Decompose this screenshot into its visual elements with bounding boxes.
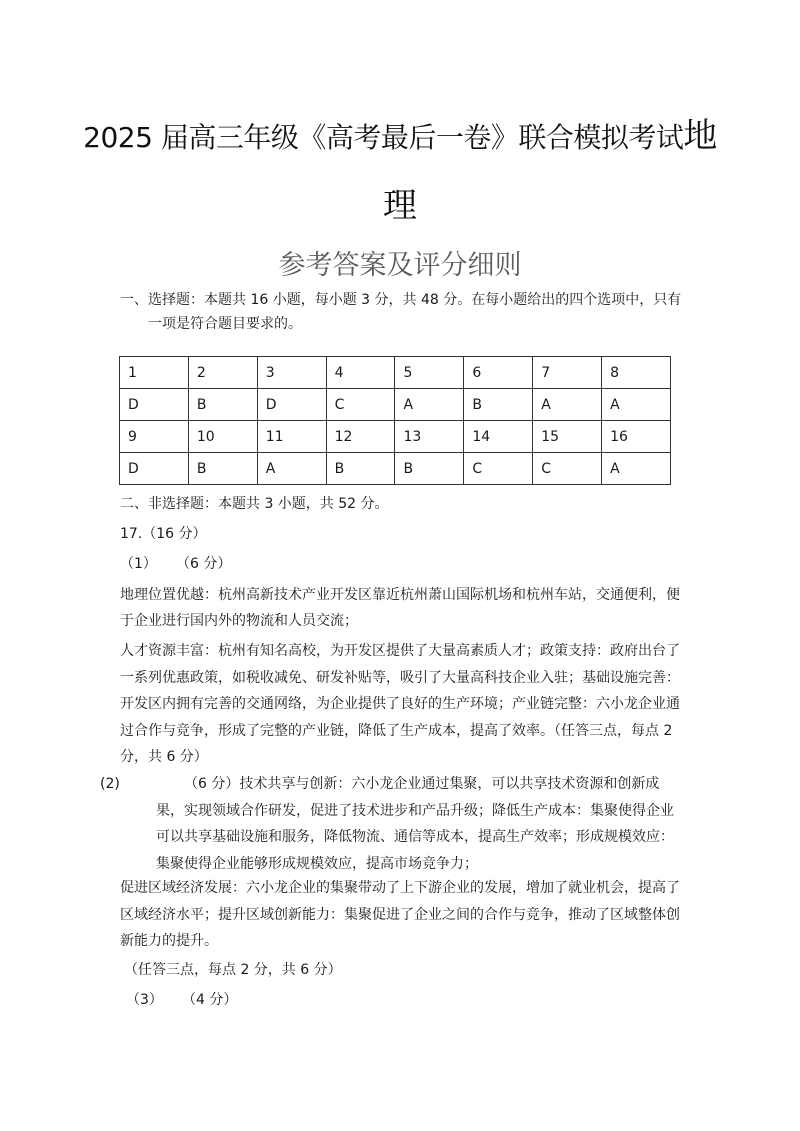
- table-row-answers-2: [120, 453, 671, 485]
- table-cell: 1: [120, 357, 189, 389]
- table-cell: 9: [120, 421, 189, 453]
- table-cell: 8: [602, 357, 671, 389]
- q17-part2-body: [100, 771, 685, 877]
- table-cell: 12: [326, 421, 395, 453]
- q17-part2-score: （6 分）: [184, 776, 240, 792]
- table-cell: D: [257, 389, 326, 421]
- table-cell: 2: [188, 357, 257, 389]
- table-cell: 13: [395, 421, 464, 453]
- table-cell: C: [326, 389, 395, 421]
- q17-part2-number: (2): [100, 776, 120, 792]
- table-cell: D: [120, 453, 189, 485]
- section1-heading-line2: 一项是符合题目要求的。: [148, 316, 302, 332]
- table-cell: D: [120, 389, 189, 421]
- q17-part3-score: （4 分）: [182, 992, 238, 1008]
- table-cell: 14: [464, 421, 533, 453]
- title-tail: 地: [683, 116, 717, 156]
- q17-part1-header: [120, 552, 685, 576]
- q17-part1-answer-para2: 人才资源丰富：杭州有知名高校，为开发区提供了大量高素质人才；政策支持：政府出台了一系列优惠政策，如税收减免、研发补贴等，吸引了大量高科技企业入驻；基础设施完善：开发区内拥有完善的交通网络，为企业提供了良好的生产环境；产业链完整：六小龙企业通过合作与竞争，形成了完整的产业链，降低了生产成本，提高了效率。（任答三点，每点 2 分，共 6 分）: [120, 643, 680, 765]
- q17-part3-number: （3）: [126, 992, 163, 1008]
- table-cell: B: [326, 453, 395, 485]
- table-cell: 6: [464, 357, 533, 389]
- table-cell: A: [602, 453, 671, 485]
- table-cell: A: [395, 389, 464, 421]
- section1-heading: [120, 288, 685, 336]
- title-main: 2025 届高三年级《高考最后一卷》联合模拟考试: [83, 121, 684, 154]
- document-title: [0, 108, 800, 157]
- table-cell: A: [533, 389, 602, 421]
- table-cell: A: [257, 453, 326, 485]
- q17-part2-para1: 技术共享与创新：六小龙企业通过集聚，可以共享技术资源和创新成果，实现领域合作研发，促进了技术进步和产品升级；降低生产成本：集聚使得企业可以共享基础设施和服务，降低物流、通信等成本，提高生产效率；形成规模效应：集聚使得企业能够形成规模效应，提高市场竞争力；: [156, 776, 674, 872]
- q17-part2-answer-para2: 促进区域经济发展：六小龙企业的集聚带动了上下游企业的发展，增加了就业机会，提高了区域经济水平；提升区域创新能力：集聚促进了企业之间的合作与竞争，推动了区域整体创新能力的提升。: [120, 880, 680, 949]
- document-title-line2: 理: [383, 186, 417, 226]
- table-cell: 3: [257, 357, 326, 389]
- table-cell: 10: [188, 421, 257, 453]
- q17-part3-header: [126, 988, 691, 1012]
- table-cell: 4: [326, 357, 395, 389]
- q17-part2-answer: [100, 771, 685, 877]
- table-cell: C: [464, 453, 533, 485]
- table-row-question-numbers-1: [120, 357, 671, 389]
- table-cell: 15: [533, 421, 602, 453]
- section1-heading-line1: 一、选择题：本题共 16 小题，每小题 3 分，共 48 分。在每小题给出的四个选项中，只有: [120, 292, 682, 308]
- table-row-question-numbers-2: [120, 421, 671, 453]
- table-cell: 16: [602, 421, 671, 453]
- section2-heading: 二、非选择题：本题共 3 小题，共 52 分。: [120, 496, 389, 512]
- table-cell: B: [188, 453, 257, 485]
- q17-part1-answer-para1: 地理位置优越：杭州高新技术产业开发区靠近杭州萧山国际机场和杭州车站，交通便利，便于企业进行国内外的物流和人员交流；: [120, 587, 680, 629]
- table-row-answers-1: [120, 389, 671, 421]
- table-cell: 7: [533, 357, 602, 389]
- table-cell: A: [602, 389, 671, 421]
- table-cell: 5: [395, 357, 464, 389]
- document-subtitle: 参考答案及评分细则: [278, 250, 522, 281]
- table-cell: B: [464, 389, 533, 421]
- table-cell: C: [533, 453, 602, 485]
- answer-table: [119, 356, 671, 485]
- q17-part2-scoring-note: （任答三点，每点 2 分，共 6 分）: [124, 962, 342, 978]
- q17-part1-score: （6 分）: [176, 556, 232, 572]
- question-17-label: 17.（16 分）: [120, 526, 207, 542]
- q17-part1-number: （1）: [120, 556, 157, 572]
- table-cell: B: [395, 453, 464, 485]
- table-cell: B: [188, 389, 257, 421]
- table-cell: 11: [257, 421, 326, 453]
